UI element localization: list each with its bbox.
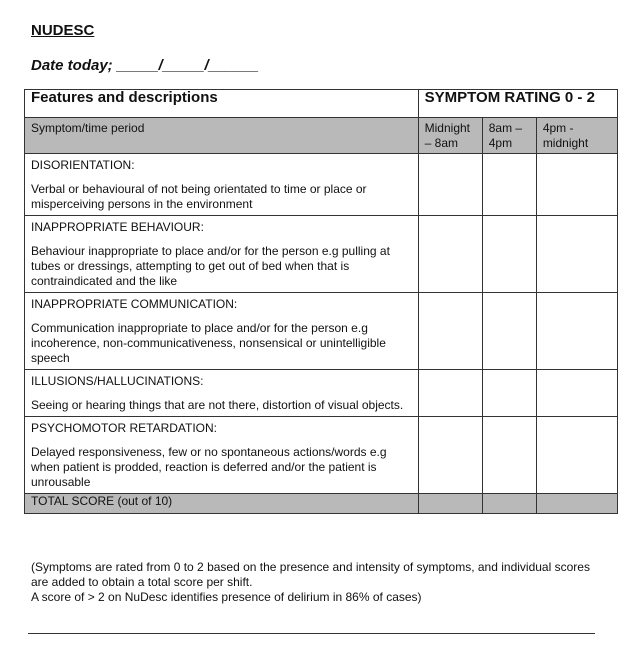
score-cell[interactable] <box>482 293 536 370</box>
score-cell[interactable] <box>482 216 536 293</box>
score-cell[interactable] <box>418 216 482 293</box>
symptom-name: PSYCHOMOTOR RETARDATION: <box>31 421 218 435</box>
symptom-name: DISORIENTATION: <box>31 158 135 172</box>
score-cell[interactable] <box>418 370 482 417</box>
features-header: Features and descriptions <box>25 90 419 118</box>
symptom-time-label: Symptom/time period <box>25 118 419 154</box>
nudesc-table <box>24 89 618 514</box>
document-title: NUDESC <box>31 22 95 39</box>
total-score-cell[interactable] <box>418 494 482 514</box>
score-cell[interactable] <box>536 216 617 293</box>
score-cell[interactable] <box>536 417 617 494</box>
total-score-row <box>25 494 618 514</box>
symptom-description: Seeing or hearing things that are not there, distortion of visual objects. <box>31 398 404 412</box>
symptom-row-inappropriate-behaviour <box>25 216 618 293</box>
symptom-row-disorientation <box>25 154 618 216</box>
score-cell[interactable] <box>536 154 617 216</box>
total-score-cell[interactable] <box>482 494 536 514</box>
symptom-name: INAPPROPRIATE BEHAVIOUR: <box>31 220 204 234</box>
symptom-row-illusions-hallucinations <box>25 370 618 417</box>
symptom-name: INAPPROPRIATE COMMUNICATION: <box>31 297 238 311</box>
symptom-name: ILLUSIONS/HALLUCINATIONS: <box>31 374 204 388</box>
score-cell[interactable] <box>418 417 482 494</box>
footnote-line-1: (Symptoms are rated from 0 to 2 based on the presence and intensity of symptoms, and individual scores are added to obtain a total score per shift. <box>31 560 590 589</box>
period-4pm-midnight: 4pm - midnight <box>536 118 617 154</box>
score-cell[interactable] <box>482 417 536 494</box>
symptom-description: Behaviour inappropriate to place and/or for the person e.g pulling at tubes or dressings, attempting to get out of bed when that is contraindicated and the like <box>31 244 390 288</box>
score-cell[interactable] <box>418 154 482 216</box>
symptom-cell <box>25 154 419 216</box>
table-header-row <box>25 90 618 118</box>
date-field[interactable]: Date today; _____/_____/______ <box>31 57 259 74</box>
total-score-label: TOTAL SCORE (out of 10) <box>25 494 419 514</box>
symptom-cell <box>25 370 419 417</box>
score-cell[interactable] <box>482 154 536 216</box>
period-8am-4pm: 8am – 4pm <box>482 118 536 154</box>
symptom-cell <box>25 293 419 370</box>
score-cell[interactable] <box>418 293 482 370</box>
symptom-description: Communication inappropriate to place and/or for the person e.g incoherence, non-communicativeness, nonsensical or unintelligible speech <box>31 321 386 365</box>
period-midnight-8am: Midnight – 8am <box>418 118 482 154</box>
scoring-footnote <box>31 560 591 605</box>
score-cell[interactable] <box>482 370 536 417</box>
rating-header: SYMPTOM RATING 0 - 2 <box>418 90 617 118</box>
symptom-row-inappropriate-communication <box>25 293 618 370</box>
symptom-cell <box>25 417 419 494</box>
symptom-cell <box>25 216 419 293</box>
symptom-row-psychomotor-retardation <box>25 417 618 494</box>
bottom-divider <box>28 633 595 634</box>
symptom-description: Verbal or behavioural of not being orientated to time or place or misperceiving persons in the environment <box>31 182 367 211</box>
time-period-row <box>25 118 618 154</box>
total-score-cell[interactable] <box>536 494 617 514</box>
score-cell[interactable] <box>536 293 617 370</box>
score-cell[interactable] <box>536 370 617 417</box>
footnote-line-2: A score of > 2 on NuDesc identifies presence of delirium in 86% of cases) <box>31 590 422 604</box>
symptom-description: Delayed responsiveness, few or no spontaneous actions/words e.g when patient is prodded, reaction is deferred and/or the patient is unrousable <box>31 445 387 489</box>
